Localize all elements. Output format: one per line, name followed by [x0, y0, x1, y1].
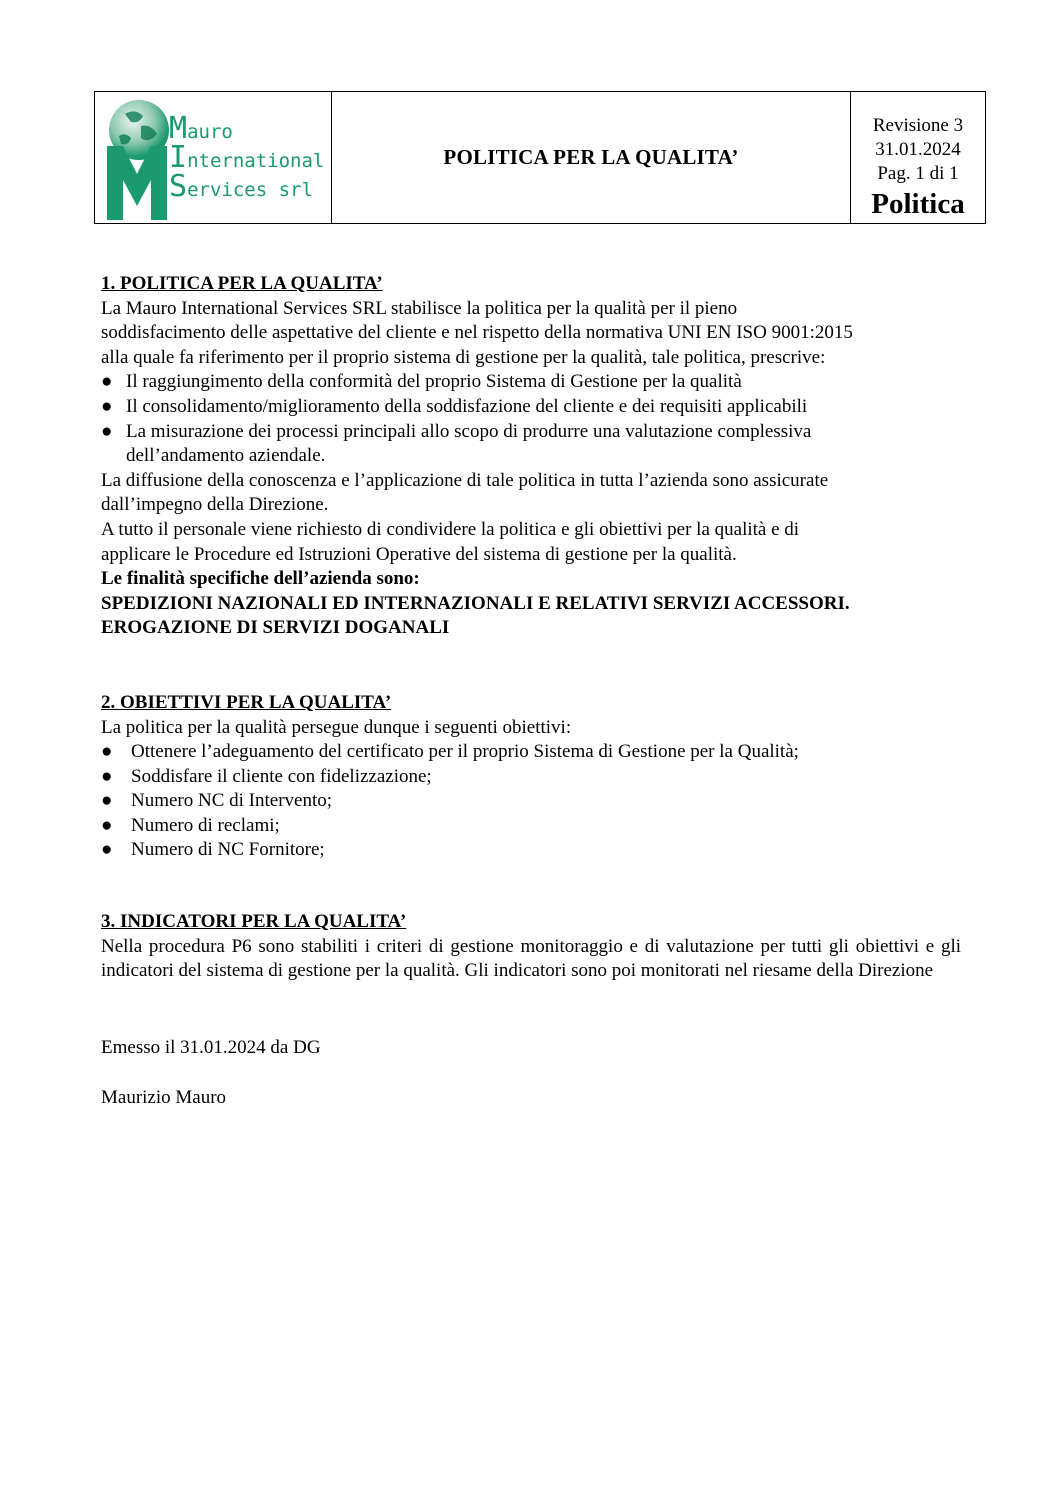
bullet-icon: ● [101, 420, 113, 442]
logo-cell [95, 92, 332, 223]
document-body [101, 272, 961, 1111]
list-item: ● Numero di reclami; [101, 814, 961, 839]
issued-note: Emesso il 31.01.2024 da DG [101, 1036, 321, 1058]
section-1-paragraph: La diffusione della conoscenza e l’applicazione di tale politica in tutta l’azienda sono assicurate [101, 469, 829, 491]
list-item: ● Ottenere l’adeguamento del certificato per il proprio Sistema di Gestione per la Qualità; [101, 740, 961, 765]
list-item: ● Numero NC di Intervento; [101, 789, 961, 814]
revision-cell [851, 92, 985, 223]
section-1-heading: 1. POLITICA PER LA QUALITA’ [101, 273, 383, 294]
bullet-icon: ● [101, 790, 113, 812]
list-item-continuation: dell’andamento aziendale. [126, 445, 326, 467]
list-item: ● Il raggiungimento della conformità del proprio Sistema di Gestione per la qualità [101, 370, 961, 395]
list-item: ● La misurazione dei processi principali allo scopo di produrre una valutazione complessiva [101, 420, 961, 445]
section-2-heading: 2. OBIETTIVI PER LA QUALITA’ [101, 691, 392, 713]
bullet-icon: ● [101, 839, 113, 861]
revision-date: 31.01.2024 [875, 139, 961, 160]
section-3-text: Nella procedura P6 sono stabiliti i criteri di gestione monitoraggio e di valutazione per tutti gli obiettivi e gli indicatori del sistema di gestione per la qualità. Gli indicatori sono poi monitorati nel riesame della Direzione [101, 935, 961, 982]
section-1-paragraph: A tutto il personale viene richiesto di condividere la politica e gli obiettivi per la qualità e di [101, 518, 800, 540]
section-2-intro: La politica per la qualità persegue dunque i seguenti obiettivi: [101, 716, 572, 738]
section-1-intro-line: alla quale fa riferimento per il proprio sistema di gestione per la qualità, tale politica, prescrive: [101, 346, 826, 368]
company-logo [105, 96, 169, 220]
list-item: ● Numero di NC Fornitore; [101, 838, 961, 863]
document-title: POLITICA PER LA QUALITA’ [443, 145, 739, 169]
document-header [94, 91, 986, 224]
list-item: ● Soddisfare il cliente con fidelizzazione; [101, 765, 961, 790]
bullet-icon: ● [101, 765, 113, 787]
page-number: Pag. 1 di 1 [877, 163, 959, 184]
bullet-icon: ● [101, 741, 113, 763]
signer-name: Maurizio Mauro [101, 1087, 227, 1109]
section-1-paragraph: dall’impegno della Direzione. [101, 494, 329, 516]
list-item: ● Il consolidamento/miglioramento della soddisfazione del cliente e dei requisiti applicabili [101, 395, 961, 420]
section-1-paragraph: applicare le Procedure ed Istruzioni Operative del sistema di gestione per la qualità. [101, 543, 737, 565]
bullet-icon: ● [101, 371, 113, 393]
bullet-icon: ● [101, 814, 113, 836]
bullet-icon: ● [101, 395, 113, 417]
finalita-item: EROGAZIONE DI SERVIZI DOGANALI [101, 617, 450, 639]
section-1-intro-line: La Mauro International Services SRL stabilisce la politica per la qualità per il pieno [101, 297, 738, 319]
logo-wordmark: Mauro International Services srl [169, 111, 325, 204]
section-3-heading: 3. INDICATORI PER LA QUALITA’ [101, 911, 407, 933]
section-label: Politica [871, 188, 965, 220]
section-1-intro-line: soddisfacimento delle aspettative del cliente e nel rispetto della normativa UNI EN ISO 9001:2015 [101, 322, 853, 344]
revision-number: Revisione 3 [872, 115, 964, 136]
title-cell [332, 92, 851, 223]
finalita-item: SPEDIZIONI NAZIONALI ED INTERNAZIONALI E RELATIVI SERVIZI ACCESSORI. [101, 592, 850, 614]
finalita-label: Le finalità specifiche dell’azienda sono: [101, 568, 420, 590]
